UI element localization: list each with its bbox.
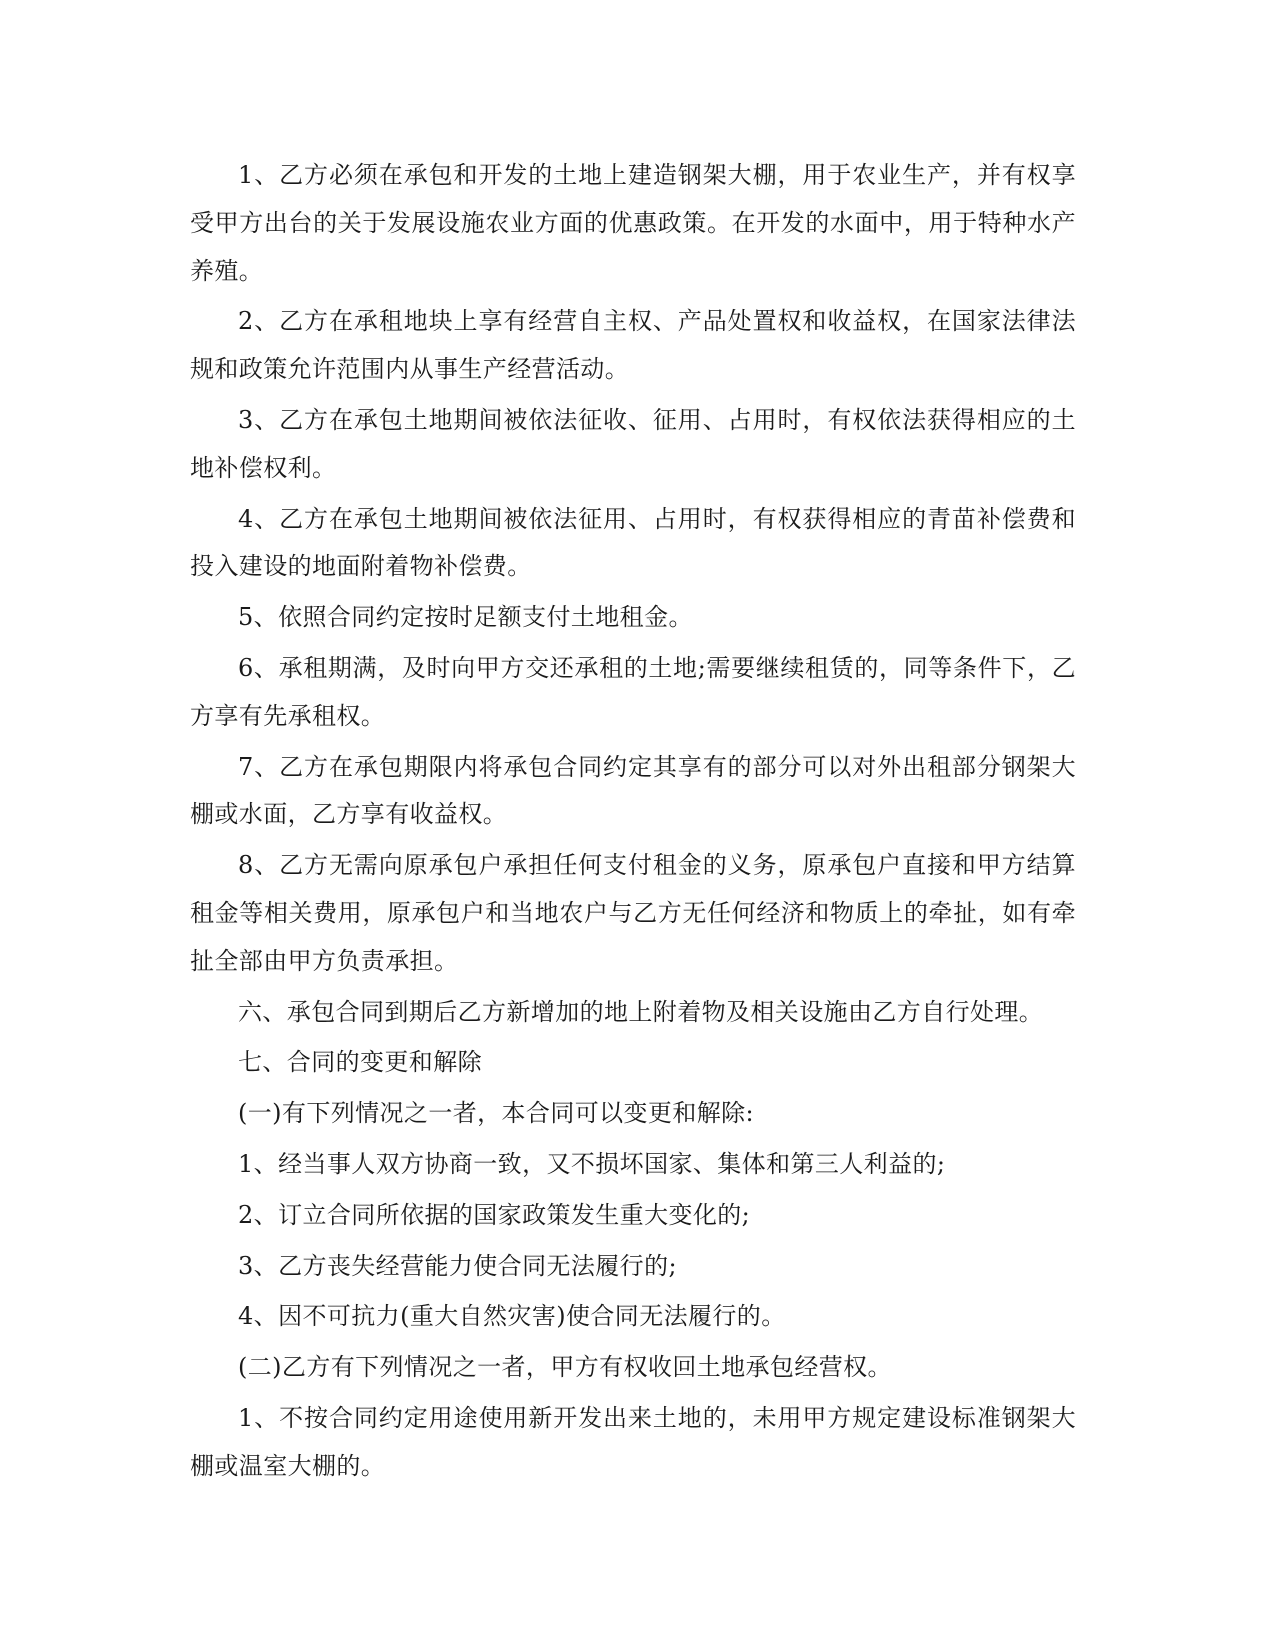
- paragraph-yifang-item-2: 2、乙方在承租地块上享有经营自主权、产品处置权和收益权，在国家法律法规和政策允许范围内从事生产经营活动。: [190, 307, 1076, 384]
- paragraph-change-item-4: 4、因不可抗力(重大自然灾害)使合同无法履行的。: [238, 1302, 786, 1331]
- paragraph-change-item-2: 2、订立合同所依据的国家政策发生重大变化的;: [238, 1200, 751, 1229]
- section-heading-7: 七、合同的变更和解除: [238, 1048, 482, 1077]
- paragraph-yifang-item-8: 8、乙方无需向原承包户承担任何支付租金的义务，原承包户直接和甲方结算租金等相关费用，原承包户和当地农户与乙方无任何经济和物质上的牵扯，如有牵扯全部由甲方负责承担。: [190, 851, 1076, 975]
- paragraph-revoke-item-1: 1、不按合同约定用途使用新开发出来土地的，未用甲方规定建设标准钢架大棚或温室大棚的。: [190, 1403, 1076, 1480]
- subsection-heading-1: (一)有下列情况之一者，本合同可以变更和解除:: [238, 1099, 755, 1128]
- paragraph-change-item-3: 3、乙方丧失经营能力使合同无法履行的;: [238, 1251, 677, 1280]
- paragraph-yifang-item-6: 6、承租期满，及时向甲方交还承租的土地;需要继续租赁的，同等条件下，乙方享有先承租权。: [190, 653, 1076, 730]
- document-body: [190, 152, 1076, 1494]
- paragraph-change-item-1: 1、经当事人双方协商一致，又不损坏国家、集体和第三人利益的;: [238, 1149, 946, 1178]
- paragraph-yifang-item-5: 5、依照合同约定按时足额支付土地租金。: [238, 603, 693, 632]
- subsection-heading-2: (二)乙方有下列情况之一者，甲方有权收回土地承包经营权。: [238, 1353, 892, 1382]
- paragraph-yifang-item-3: 3、乙方在承包土地期间被依法征收、征用、占用时，有权依法获得相应的土地补偿权利。: [190, 405, 1076, 482]
- paragraph-yifang-item-7: 7、乙方在承包期限内将承包合同约定其享有的部分可以对外出租部分钢架大棚或水面，乙方享有收益权。: [190, 752, 1076, 829]
- paragraph-yifang-item-1: 1、乙方必须在承包和开发的土地上建造钢架大棚，用于农业生产，并有权享受甲方出台的关于发展设施农业方面的优惠政策。在开发的水面中，用于特种水产养殖。: [190, 161, 1076, 285]
- paragraph-yifang-item-4: 4、乙方在承包土地期间被依法征用、占用时，有权获得相应的青苗补偿费和投入建设的地面附着物补偿费。: [190, 504, 1076, 581]
- section-heading-6: 六、承包合同到期后乙方新增加的地上附着物及相关设施由乙方自行处理。: [238, 997, 1044, 1026]
